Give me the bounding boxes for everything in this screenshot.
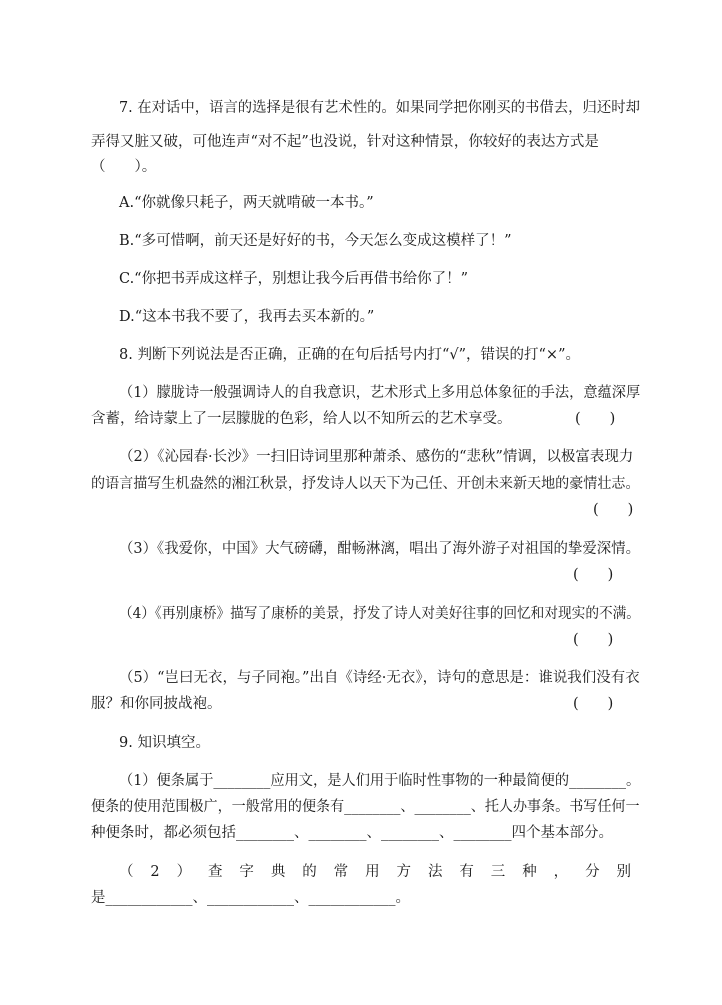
q9-title: 9. 知识填空。 [119, 735, 210, 751]
q9-item1-line-2: 便条的使用范围极广，一般常用的便条有________、________、托人办事条。书写任何一 [91, 799, 640, 815]
q9-item1-line-1: （1）便条属于________应用文，是人们用于临时性事物的一种最简便的________。 [119, 773, 641, 789]
q9-item1-line-3: 种便条时，都必须包括________、________、________、________四个基本部分。 [91, 825, 613, 841]
q8-item2-line-2: 的语言描写生机盎然的湘江秋景，抒发诗人以天下为己任、开创未来新天地的豪情壮志。 [91, 476, 640, 492]
q8-item2-answer-paren: ( ) [593, 502, 634, 518]
q7-option-c: C.“你把书弄成这样子，别想让我今后再借书给你了！” [119, 271, 469, 287]
q8-item4-answer-paren: ( ) [573, 632, 614, 648]
q8-item3-line-1: （3）《我爱你，中国》大气磅礴，酣畅淋漓，唱出了海外游子对祖国的挚爱深情。 [119, 541, 640, 557]
q8-item1-line-2: 含蓄，给诗蒙上了一层朦胧的色彩，给人以不知所云的艺术享受。 [91, 411, 512, 427]
q8-item1-line-1: （1）朦胧诗一般强调诗人的自我意识，艺术形式上多用总体象征的手法，意蕴深厚 [119, 385, 641, 401]
q8-item4-line-1: （4）《再别康桥》描写了康桥的美景，抒发了诗人对美好往事的回忆和对现实的不满。 [119, 606, 640, 622]
q7-option-a: A.“你就像只耗子，两天就啃破一本书。” [119, 195, 374, 211]
q8-item2-line-1: （2）《沁园春·长沙》一扫旧诗词里那种萧杀、感伤的“悲秋”情调，以极富表现力 [119, 449, 634, 465]
q8-item5-line-1: （5）“岂曰无衣，与子同袍。”出自《诗经·无衣》，诗句的意思是：谁说我们没有衣 [119, 670, 640, 686]
q8-item1-answer-paren: ( ) [575, 411, 616, 427]
q8-item3-answer-paren: ( ) [573, 567, 614, 583]
q7-line-1: 7. 在对话中，语言的选择是很有艺术性的。如果同学把你刚买的书借去，归还时却 [119, 100, 640, 116]
q8-item5-answer-paren: ( ) [573, 696, 614, 712]
q9-item2-line-2: 是____________、____________、____________。 [91, 890, 410, 906]
q7-line-3: （ ）。 [91, 159, 157, 175]
q7-option-b: B.“多可惜啊，前天还是好好的书，今天怎么变成这模样了！” [119, 233, 512, 249]
q7-option-d: D.“这本书我不要了，我再去买本新的。” [119, 309, 375, 325]
q7-line-2: 弄得又脏又破，可他连声“对不起”也没说，针对这种情景，你较好的表达方式是 [91, 134, 599, 150]
q9-item2-line-1: （2）查字典的常用方法有三种，分别 [119, 864, 631, 880]
q8-item5-line-2: 服？和你同披战袍。 [91, 696, 222, 712]
q8-title: 8. 判断下列说法是否正确，正确的在句后括号内打“√”，错误的打“×”。 [119, 347, 580, 363]
